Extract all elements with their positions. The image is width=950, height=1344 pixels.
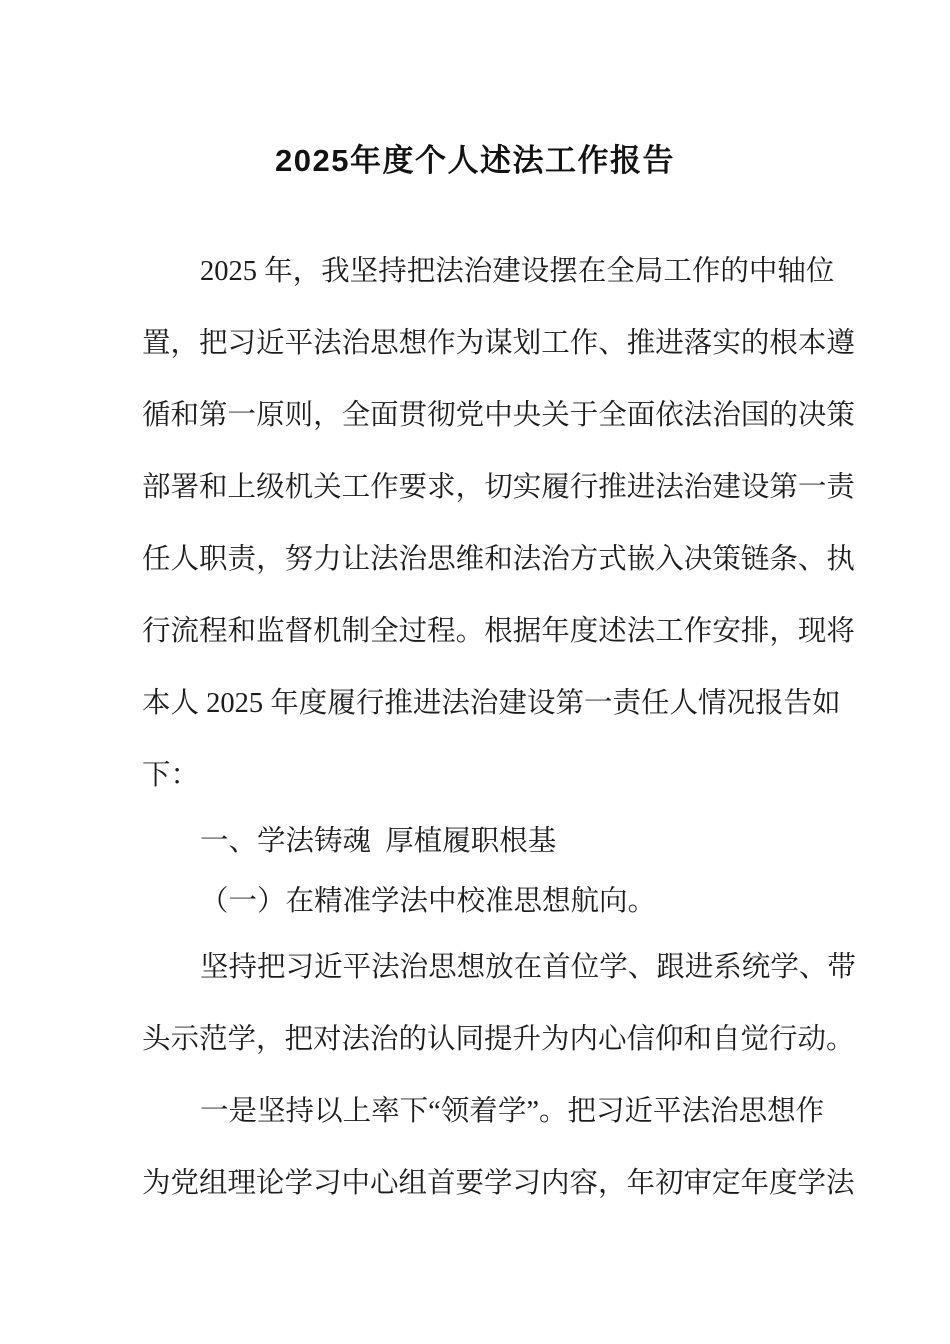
- glyph: 思: [428, 952, 457, 983]
- section-heading-line: （一）在精准学法中校准思想航向。: [200, 886, 657, 917]
- glyph: 现: [797, 616, 827, 647]
- glyph: 式: [598, 544, 627, 575]
- glyph: 报: [755, 688, 784, 719]
- glyph: 的: [769, 400, 798, 431]
- glyph: 全: [341, 400, 371, 431]
- glyph: 部: [142, 472, 171, 503]
- glyph: ，: [313, 400, 342, 431]
- glyph: 度: [569, 616, 599, 647]
- glyph: 工: [655, 616, 684, 647]
- glyph: 全: [606, 256, 635, 287]
- glyph: 制: [341, 616, 371, 647]
- paragraph-line: 头示范学，把对法治的认同提升为内心信仰和自觉行动。: [142, 1024, 855, 1055]
- glyph: 落: [683, 328, 713, 359]
- glyph: 贯: [398, 400, 428, 431]
- glyph: 以: [314, 1096, 343, 1127]
- glyph: 治: [341, 328, 371, 359]
- glyph: 平: [284, 328, 314, 359]
- glyph: 全: [598, 400, 627, 431]
- glyph: 入: [655, 544, 684, 575]
- glyph: 策: [826, 400, 855, 431]
- glyph: 全: [370, 616, 399, 647]
- glyph: 一: [583, 688, 613, 719]
- glyph: 则: [284, 400, 314, 431]
- glyph: 作: [795, 1096, 825, 1127]
- glyph: 工: [663, 256, 692, 287]
- glyph: 决: [683, 544, 713, 575]
- glyph: 本: [797, 328, 827, 359]
- glyph: 维: [455, 544, 485, 575]
- glyph: 学: [497, 1096, 527, 1127]
- paragraph-line: [142, 524, 855, 596]
- glyph: 情: [698, 688, 727, 719]
- paragraph-line: [142, 932, 856, 1004]
- glyph: ，: [292, 256, 322, 287]
- glyph: 力: [313, 544, 342, 575]
- glyph: 条: [769, 544, 798, 575]
- glyph: ，: [769, 616, 798, 647]
- glyph: 跟: [656, 952, 685, 983]
- glyph: 把: [406, 256, 436, 287]
- glyph: 人: [170, 544, 200, 575]
- glyph: 治: [469, 688, 499, 719]
- glyph: 任: [142, 544, 171, 575]
- glyph: 一: [200, 1096, 229, 1127]
- glyph: 面: [370, 400, 399, 431]
- glyph: 设: [526, 688, 556, 719]
- glyph: 把: [199, 328, 228, 359]
- glyph: 摆: [549, 256, 578, 287]
- glyph: 述: [598, 616, 627, 647]
- glyph: 系: [713, 952, 742, 983]
- glyph: 平: [342, 952, 372, 983]
- glyph: 轴: [777, 256, 806, 287]
- glyph: 链: [740, 544, 770, 575]
- paragraph-line: [142, 380, 855, 452]
- glyph: 将: [826, 616, 855, 647]
- glyph: 上: [227, 472, 257, 503]
- glyph: 法: [371, 952, 400, 983]
- glyph: 法: [370, 544, 399, 575]
- glyph: 况: [726, 688, 756, 719]
- glyph: 根: [484, 616, 513, 647]
- glyph: 建: [492, 256, 521, 287]
- glyph: 习: [596, 1096, 625, 1127]
- glyph: 治: [398, 544, 428, 575]
- glyph: 治: [712, 400, 741, 431]
- glyph: 建: [498, 688, 527, 719]
- glyph: 是: [228, 1096, 258, 1127]
- glyph: 进: [412, 688, 442, 719]
- glyph: 0: [214, 256, 229, 287]
- glyph: 履: [327, 688, 356, 719]
- glyph: 一: [797, 472, 827, 503]
- glyph: 2: [200, 256, 215, 287]
- glyph: 于: [569, 400, 599, 431]
- glyph: 设: [520, 256, 550, 287]
- glyph: 2: [228, 256, 243, 287]
- glyph: 工: [341, 472, 371, 503]
- glyph: 和: [227, 616, 257, 647]
- glyph: 级: [256, 472, 285, 503]
- glyph: 思: [427, 544, 456, 575]
- glyph: 推: [626, 328, 656, 359]
- glyph: 坚: [349, 256, 379, 287]
- glyph: 求: [427, 472, 456, 503]
- glyph: 执: [826, 544, 855, 575]
- glyph: 策: [712, 544, 741, 575]
- page-title: 2025年度个人述法工作报告: [275, 143, 675, 178]
- glyph: [257, 252, 264, 292]
- paragraph-line: [142, 668, 841, 740]
- glyph: 第: [769, 472, 798, 503]
- glyph: 坚: [200, 952, 229, 983]
- glyph: 方: [569, 544, 599, 575]
- glyph: 治: [683, 472, 713, 503]
- glyph: 努: [284, 544, 314, 575]
- glyph: 持: [285, 1096, 315, 1127]
- paragraph-line: [142, 596, 855, 668]
- glyph: 署: [170, 472, 200, 503]
- glyph: 法: [441, 688, 470, 719]
- glyph: 的: [720, 256, 749, 287]
- glyph: 2: [206, 688, 221, 719]
- glyph: 法: [435, 256, 464, 287]
- glyph: 人: [669, 688, 699, 719]
- glyph: 责: [826, 472, 855, 503]
- glyph: 持: [228, 952, 258, 983]
- glyph: 中: [484, 400, 513, 431]
- glyph: 循: [142, 400, 171, 431]
- glyph: 机: [284, 472, 314, 503]
- glyph: 、: [598, 328, 627, 359]
- glyph: 想: [456, 952, 486, 983]
- glyph: 法: [512, 544, 542, 575]
- glyph: 程: [427, 616, 456, 647]
- glyph: 一: [227, 400, 257, 431]
- glyph: 程: [199, 616, 228, 647]
- glyph: 让: [341, 544, 371, 575]
- glyph: 的: [740, 328, 770, 359]
- glyph: 率: [371, 1096, 400, 1127]
- glyph: [199, 684, 206, 724]
- paragraph-line: [142, 452, 855, 524]
- glyph: 为: [455, 328, 485, 359]
- glyph: ，: [170, 328, 200, 359]
- glyph: 中: [748, 256, 778, 287]
- glyph: 年: [541, 616, 570, 647]
- glyph: 位: [805, 256, 835, 287]
- glyph: 如: [812, 688, 841, 719]
- glyph: 作: [370, 472, 399, 503]
- paragraph-line: [142, 308, 855, 380]
- glyph: 和: [199, 472, 228, 503]
- glyph: 责: [227, 544, 257, 575]
- glyph: 推: [384, 688, 413, 719]
- glyph: 想: [398, 328, 428, 359]
- glyph: 国: [740, 400, 770, 431]
- glyph: 行: [355, 688, 385, 719]
- glyph: 切: [484, 472, 513, 503]
- glyph: “: [428, 1096, 441, 1127]
- glyph: 关: [313, 472, 342, 503]
- glyph: 实: [512, 472, 542, 503]
- glyph: 年: [270, 688, 299, 719]
- glyph: 平: [653, 1096, 682, 1127]
- glyph: 法: [683, 400, 713, 431]
- glyph: 依: [655, 400, 684, 431]
- glyph: 近: [256, 328, 285, 359]
- glyph: 治: [710, 1096, 739, 1127]
- glyph: 党: [455, 400, 485, 431]
- glyph: 5: [242, 256, 257, 287]
- document-body: [142, 236, 856, 1220]
- glyph: 作: [683, 616, 713, 647]
- glyph: 设: [740, 472, 770, 503]
- glyph: 2: [234, 688, 249, 719]
- glyph: 作: [691, 256, 721, 287]
- glyph: 实: [712, 328, 741, 359]
- glyph: 决: [797, 400, 827, 431]
- glyph: 谋: [484, 328, 513, 359]
- glyph: 置: [142, 328, 171, 359]
- section-heading-line: 一、学法铸魂 厚植履职根基: [200, 826, 557, 857]
- glyph: 位: [570, 952, 600, 983]
- glyph: 下: [399, 1096, 429, 1127]
- glyph: 治: [463, 256, 493, 287]
- glyph: 我: [321, 256, 350, 287]
- glyph: 学: [770, 952, 799, 983]
- glyph: 原: [256, 400, 285, 431]
- glyph: 第: [199, 400, 228, 431]
- glyph: 学: [599, 952, 628, 983]
- glyph: 放: [485, 952, 514, 983]
- glyph: 法: [313, 328, 342, 359]
- glyph: 度: [298, 688, 328, 719]
- glyph: 治: [399, 952, 429, 983]
- glyph: 思: [738, 1096, 768, 1127]
- glyph: 着: [469, 1096, 498, 1127]
- glyph: ，: [455, 472, 485, 503]
- glyph: 近: [314, 952, 343, 983]
- glyph: 持: [378, 256, 407, 287]
- glyph: 5: [248, 688, 264, 719]
- glyph: 关: [541, 400, 570, 431]
- glyph: 坚: [257, 1096, 286, 1127]
- glyph: 过: [398, 616, 428, 647]
- glyph: 行: [142, 616, 171, 647]
- glyph: 划: [512, 328, 542, 359]
- glyph: 督: [284, 616, 314, 647]
- glyph: 嵌: [626, 544, 656, 575]
- glyph: 根: [769, 328, 798, 359]
- glyph: 思: [370, 328, 399, 359]
- paragraph-line: 为党组理论学习中心组首要学习内容，年初审定年度学法: [142, 1168, 855, 1199]
- glyph: 领: [440, 1096, 470, 1127]
- glyph: 、: [798, 952, 828, 983]
- glyph: 作: [569, 328, 599, 359]
- glyph: 在: [513, 952, 543, 983]
- glyph: 进: [626, 472, 656, 503]
- glyph: 把: [567, 1096, 597, 1127]
- glyph: 。: [455, 616, 485, 647]
- glyph: 要: [398, 472, 428, 503]
- glyph: 履: [541, 472, 570, 503]
- glyph: 遵: [826, 328, 855, 359]
- glyph: 0: [220, 688, 235, 719]
- glyph: 近: [624, 1096, 654, 1127]
- glyph: 带: [827, 952, 856, 983]
- glyph: 法: [626, 616, 656, 647]
- glyph: ，: [256, 544, 285, 575]
- glyph: 和: [170, 400, 200, 431]
- glyph: 局: [634, 256, 664, 287]
- glyph: 上: [342, 1096, 372, 1127]
- glyph: 首: [542, 952, 571, 983]
- glyph: 彻: [427, 400, 456, 431]
- glyph: 行: [569, 472, 599, 503]
- glyph: 责: [612, 688, 641, 719]
- glyph: 法: [681, 1096, 711, 1127]
- glyph: 职: [199, 544, 228, 575]
- glyph: 想: [767, 1096, 796, 1127]
- glyph: 。: [538, 1096, 568, 1127]
- glyph: 央: [512, 400, 542, 431]
- glyph: 监: [256, 616, 285, 647]
- glyph: ”: [526, 1096, 539, 1127]
- glyph: 告: [783, 688, 813, 719]
- paragraph-line: [142, 1076, 825, 1148]
- glyph: 第: [555, 688, 584, 719]
- glyph: 、: [797, 544, 827, 575]
- glyph: 工: [541, 328, 570, 359]
- glyph: 人: [170, 688, 200, 719]
- glyph: 安: [712, 616, 741, 647]
- glyph: 统: [741, 952, 771, 983]
- glyph: 机: [313, 616, 342, 647]
- paragraph-line: [142, 236, 835, 308]
- glyph: 推: [598, 472, 627, 503]
- glyph: 治: [541, 544, 570, 575]
- glyph: [263, 684, 270, 724]
- glyph: 年: [264, 256, 293, 287]
- glyph: 在: [577, 256, 607, 287]
- glyph: 面: [626, 400, 656, 431]
- glyph: 本: [142, 688, 171, 719]
- glyph: 建: [712, 472, 741, 503]
- glyph: 流: [170, 616, 200, 647]
- glyph: 、: [627, 952, 657, 983]
- glyph: 和: [484, 544, 513, 575]
- glyph: 作: [427, 328, 456, 359]
- glyph: 进: [655, 328, 684, 359]
- glyph: 排: [740, 616, 770, 647]
- glyph: 把: [257, 952, 286, 983]
- glyph: 习: [285, 952, 315, 983]
- glyph: 习: [227, 328, 257, 359]
- glyph: 法: [655, 472, 684, 503]
- glyph: 据: [512, 616, 542, 647]
- glyph: 任: [640, 688, 670, 719]
- paragraph-line: 下：: [142, 760, 200, 791]
- glyph: 进: [684, 952, 714, 983]
